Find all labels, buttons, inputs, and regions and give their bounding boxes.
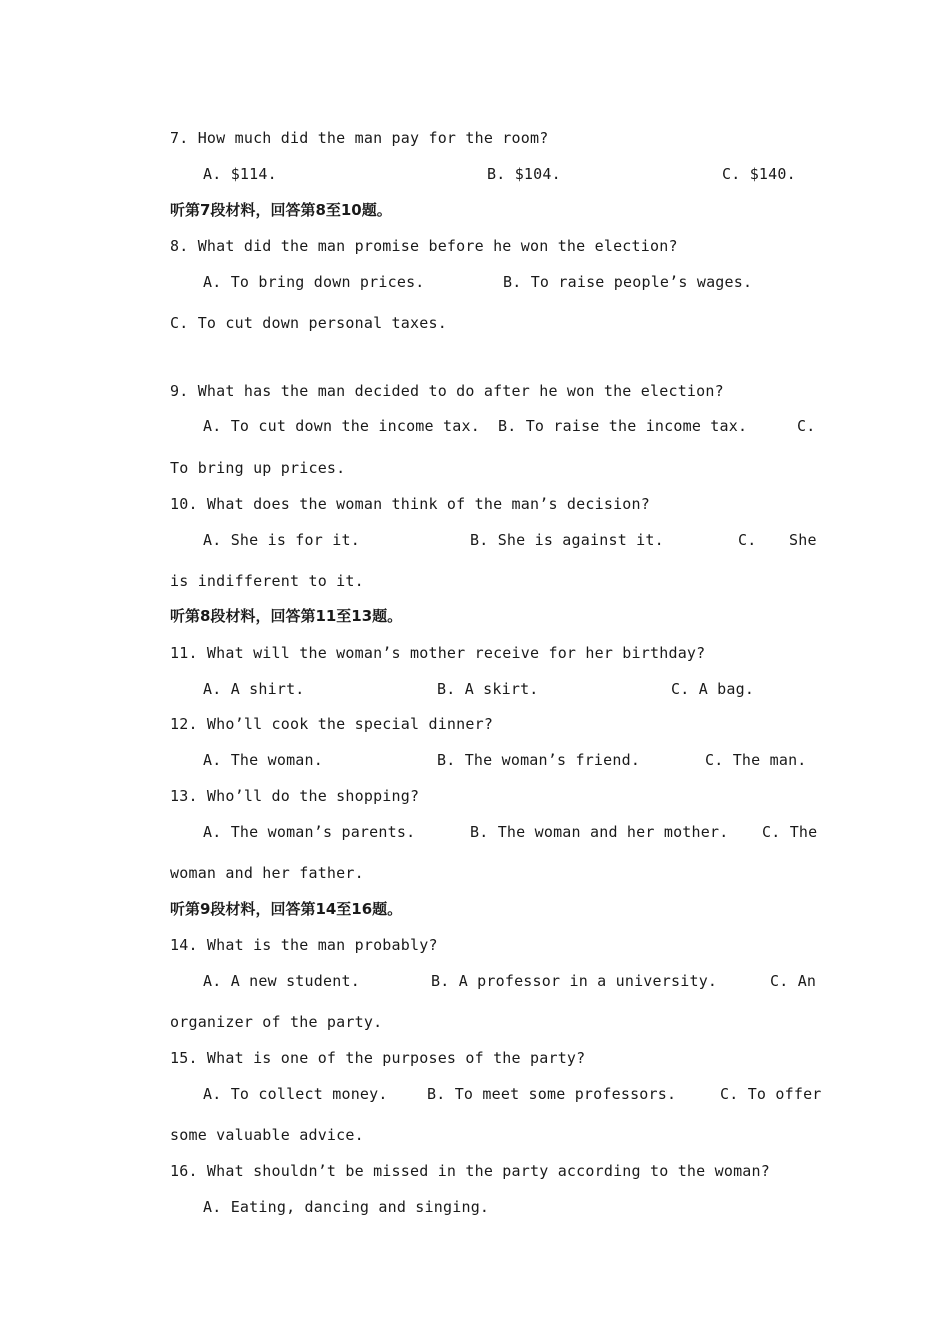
- q11-option-c: C. A bag.: [671, 680, 755, 698]
- q9-stem: 9. What has the man decided to do after he won the election?: [170, 382, 724, 400]
- q12-option-b: B. The woman’s friend.: [437, 751, 641, 769]
- q11-stem: 11. What will the woman’s mother receive for her birthday?: [170, 644, 706, 662]
- q13-option-a: A. The woman’s parents.: [203, 823, 416, 841]
- q10-option-c-label: C.: [738, 531, 757, 549]
- q8-option-b: B. To raise people’s wages.: [503, 273, 753, 291]
- q11-option-a: A. A shirt.: [203, 680, 305, 698]
- q9-option-c-text: To bring up prices.: [170, 459, 346, 477]
- q15-option-c-first: C. To offer: [720, 1085, 822, 1103]
- q16-option-a: A. Eating, dancing and singing.: [203, 1198, 490, 1216]
- q13-option-c-text: woman and her father.: [170, 864, 364, 882]
- q7-stem: 7. How much did the man pay for the room?: [170, 129, 549, 147]
- q12-stem: 12. Who’ll cook the special dinner?: [170, 715, 494, 733]
- section-heading-9: 听第9段材料，回答第14至16题。: [170, 900, 403, 918]
- q8-option-a: A. To bring down prices.: [203, 273, 425, 291]
- q14-option-a: A. A new student.: [203, 972, 360, 990]
- q13-option-b: B. The woman and her mother.: [470, 823, 729, 841]
- q13-stem: 13. Who’ll do the shopping?: [170, 787, 420, 805]
- q15-option-a: A. To collect money.: [203, 1085, 388, 1103]
- q10-option-a: A. She is for it.: [203, 531, 360, 549]
- q15-option-b: B. To meet some professors.: [427, 1085, 677, 1103]
- q9-option-c-label: C.: [797, 417, 816, 435]
- q8-option-c: C. To cut down personal taxes.: [170, 314, 447, 332]
- q14-option-b: B. A professor in a university.: [431, 972, 718, 990]
- q11-option-b: B. A skirt.: [437, 680, 539, 698]
- q7-option-c: C. $140.: [722, 165, 796, 183]
- q7-option-a: A. $114.: [203, 165, 277, 183]
- q9-option-a: A. To cut down the income tax.: [203, 417, 480, 435]
- q10-stem: 10. What does the woman think of the man’s decision?: [170, 495, 650, 513]
- q8-stem: 8. What did the man promise before he won the election?: [170, 237, 678, 255]
- q10-option-c-first: She: [789, 531, 817, 549]
- section-heading-7: 听第7段材料，回答第8至10题。: [170, 201, 392, 219]
- q10-option-b: B. She is against it.: [470, 531, 664, 549]
- q7-option-b: B. $104.: [487, 165, 561, 183]
- q13-option-c-first: C. The: [762, 823, 818, 841]
- q15-option-c-text: some valuable advice.: [170, 1126, 364, 1144]
- q9-option-b: B. To raise the income tax.: [498, 417, 748, 435]
- q14-option-c-text: organizer of the party.: [170, 1013, 383, 1031]
- section-heading-8: 听第8段材料，回答第11至13题。: [170, 607, 403, 625]
- q12-option-c: C. The man.: [705, 751, 807, 769]
- q14-option-c-first: C. An: [770, 972, 817, 990]
- q10-option-c-text: is indifferent to it.: [170, 572, 364, 590]
- q12-option-a: A. The woman.: [203, 751, 323, 769]
- q14-stem: 14. What is the man probably?: [170, 936, 438, 954]
- q16-stem: 16. What shouldn’t be missed in the party according to the woman?: [170, 1162, 770, 1180]
- q15-stem: 15. What is one of the purposes of the party?: [170, 1049, 586, 1067]
